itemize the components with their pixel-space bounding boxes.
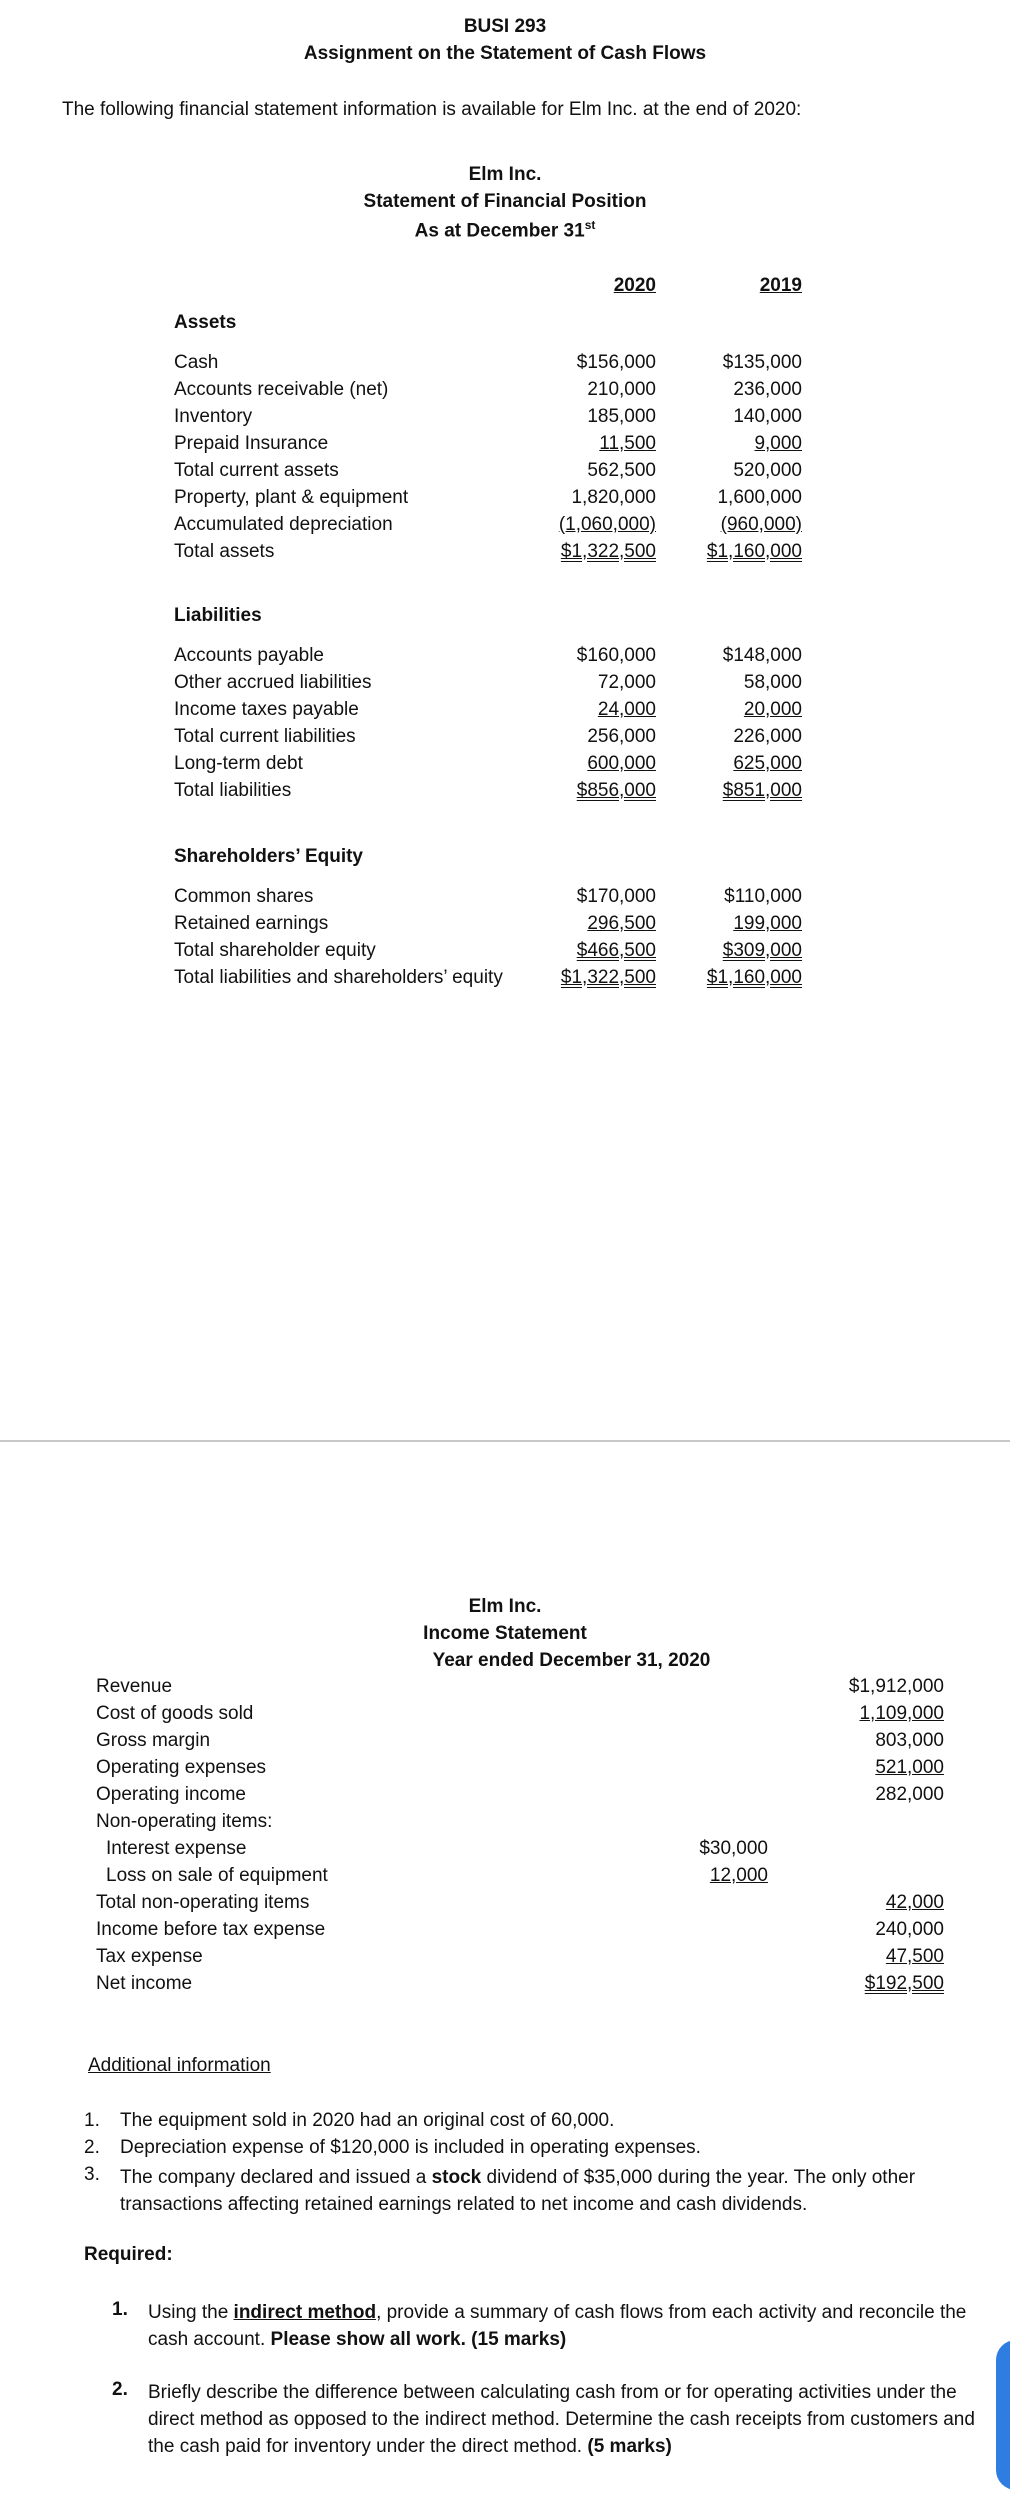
liabilities-row-2019: $148,000 xyxy=(722,645,802,666)
equity-row-2019: 199,000 xyxy=(733,913,802,934)
is-row-inner: 12,000 xyxy=(709,1865,768,1886)
is-row-label: Operating income xyxy=(96,1784,246,1805)
liabilities-row-2020: 24,000 xyxy=(597,699,656,720)
col-header-2019: 2019 xyxy=(759,275,802,296)
equity-row-2020: $466,500 xyxy=(576,940,656,961)
liabilities-row-2020: 600,000 xyxy=(587,753,656,774)
note-1-text: The equipment sold in 2020 had an original cost of 60,000. xyxy=(120,2110,615,2131)
equity-row-2020: 296,500 xyxy=(587,913,656,934)
assets-row-label: Total current assets xyxy=(174,460,339,481)
assets-row-2020: 1,820,000 xyxy=(571,487,656,508)
q1-text: Using the indirect method, provide a summary of cash flows from each activity and reconcile the cash account. Please show all work. (15 marks) xyxy=(148,2302,967,2350)
equity-row-2020: $1,322,500 xyxy=(560,967,656,988)
assets-row-2020: (1,060,000) xyxy=(558,514,656,535)
assets-row-2019: 1,600,000 xyxy=(717,487,802,508)
equity-row-label: Total shareholder equity xyxy=(174,940,376,961)
intro-text: The following financial statement information is available for Elm Inc. at the end of 2020: xyxy=(62,99,802,120)
is-title: Income Statement xyxy=(423,1623,587,1644)
assets-heading: Assets xyxy=(174,312,237,333)
required-heading: Required: xyxy=(84,2244,173,2265)
additional-heading: Additional information xyxy=(88,2055,271,2076)
liabilities-row-2019: 58,000 xyxy=(743,672,802,693)
liabilities-row-2020: 256,000 xyxy=(587,726,656,747)
assets-row-2019: $135,000 xyxy=(722,352,802,373)
note-2-text: Depreciation expense of $120,000 is included in operating expenses. xyxy=(120,2137,701,2158)
equity-row-2019: $1,160,000 xyxy=(706,967,802,988)
is-row-outer: 521,000 xyxy=(875,1757,944,1778)
is-row-label: Operating expenses xyxy=(96,1757,267,1778)
is-company: Elm Inc. xyxy=(468,1596,542,1617)
liabilities-row-label: Accounts payable xyxy=(174,645,324,666)
assets-row-label: Total assets xyxy=(174,541,275,562)
q2-number: 2. xyxy=(112,2379,128,2400)
is-row-label: Non-operating items: xyxy=(96,1811,273,1832)
equity-row-2019: $110,000 xyxy=(724,886,802,907)
is-row-inner: $30,000 xyxy=(699,1838,768,1859)
sfp-title: Statement of Financial Position xyxy=(363,191,647,212)
is-row-outer: 240,000 xyxy=(875,1919,944,1940)
floating-action-button[interactable] xyxy=(996,2340,1010,2490)
liabilities-row-2019: 20,000 xyxy=(743,699,802,720)
is-row-outer: 47,500 xyxy=(885,1946,944,1967)
is-row-outer: $1,912,000 xyxy=(848,1676,944,1697)
equity-row-2019: $309,000 xyxy=(722,940,802,961)
assets-row-2020: 210,000 xyxy=(587,379,656,400)
assets-row-label: Cash xyxy=(174,352,219,373)
is-row-label: Cost of goods sold xyxy=(96,1703,254,1724)
liabilities-row-2019: 226,000 xyxy=(733,726,802,747)
note-2-number: 2. xyxy=(84,2137,100,2158)
is-row-label: Loss on sale of equipment xyxy=(106,1865,328,1886)
q2-text: Briefly describe the difference between calculating cash from or for operating activities under the direct method as opposed to the indirect method. Determine the cash receipts from customers and the cash paid for inventory under the direct method. (5 marks) xyxy=(148,2382,975,2457)
is-row-outer: 42,000 xyxy=(885,1892,944,1913)
assets-row-2019: 236,000 xyxy=(733,379,802,400)
assets-row-label: Property, plant & equipment xyxy=(174,487,409,508)
liabilities-heading: Liabilities xyxy=(174,605,262,626)
equity-row-2020: $170,000 xyxy=(576,886,656,907)
assets-row-2020: 11,500 xyxy=(599,433,656,454)
assets-row-2019: 520,000 xyxy=(733,460,802,481)
liabilities-row-label: Other accrued liabilities xyxy=(174,672,372,693)
col-header-2020: 2020 xyxy=(613,275,656,296)
assignment-title: Assignment on the Statement of Cash Flows xyxy=(303,43,707,64)
assets-row-2019: 140,000 xyxy=(733,406,802,427)
assets-row-2020: $156,000 xyxy=(576,352,656,373)
course-code: BUSI 293 xyxy=(463,16,547,37)
note-3-text: The company declared and issued a stock dividend of $35,000 during the year. The only other transactions affecting retained earnings related to net income and cash dividends. xyxy=(120,2167,916,2215)
is-row-label: Gross margin xyxy=(96,1730,211,1751)
assets-row-2019: $1,160,000 xyxy=(706,541,802,562)
note-1-number: 1. xyxy=(84,2110,100,2131)
liabilities-row-2019: $851,000 xyxy=(722,780,802,801)
assets-row-2019: 9,000 xyxy=(754,433,802,454)
liabilities-row-label: Income taxes payable xyxy=(174,699,359,720)
assets-row-label: Accumulated depreciation xyxy=(174,514,393,535)
assets-row-label: Inventory xyxy=(174,406,253,427)
page-separator xyxy=(0,1440,1010,1442)
is-row-label: Tax expense xyxy=(96,1946,203,1967)
assets-row-2020: 562,500 xyxy=(587,460,656,481)
sfp-date: As at December 31st xyxy=(414,218,596,242)
is-row-label: Total non-operating items xyxy=(96,1892,310,1913)
is-period: Year ended December 31, 2020 xyxy=(432,1650,711,1671)
sfp-company: Elm Inc. xyxy=(468,164,542,185)
assets-row-label: Prepaid Insurance xyxy=(174,433,329,454)
assets-row-2020: $1,322,500 xyxy=(560,541,656,562)
liabilities-row-2020: $160,000 xyxy=(576,645,656,666)
equity-row-label: Common shares xyxy=(174,886,314,907)
equity-row-label: Total liabilities and shareholders’ equity xyxy=(174,967,503,988)
liabilities-row-label: Long-term debt xyxy=(174,753,303,774)
assets-row-2020: 185,000 xyxy=(587,406,656,427)
liabilities-row-2020: 72,000 xyxy=(597,672,656,693)
is-row-outer: 803,000 xyxy=(875,1730,944,1751)
equity-row-label: Retained earnings xyxy=(174,913,329,934)
is-row-label: Revenue xyxy=(96,1676,173,1697)
liabilities-row-label: Total liabilities xyxy=(174,780,292,801)
liabilities-row-2019: 625,000 xyxy=(733,753,802,774)
assets-row-2019: (960,000) xyxy=(720,514,802,535)
equity-heading: Shareholders’ Equity xyxy=(174,846,363,867)
is-row-outer: $192,500 xyxy=(864,1973,944,1994)
liabilities-row-label: Total current liabilities xyxy=(174,726,356,747)
is-row-label: Interest expense xyxy=(106,1838,247,1859)
note-3-number: 3. xyxy=(84,2164,100,2185)
assets-row-label: Accounts receivable (net) xyxy=(174,379,389,400)
is-row-label: Net income xyxy=(96,1973,193,1994)
is-row-outer: 282,000 xyxy=(875,1784,944,1805)
is-row-outer: 1,109,000 xyxy=(859,1703,944,1724)
liabilities-row-2020: $856,000 xyxy=(576,780,656,801)
q1-number: 1. xyxy=(112,2299,128,2320)
is-row-label: Income before tax expense xyxy=(96,1919,326,1940)
